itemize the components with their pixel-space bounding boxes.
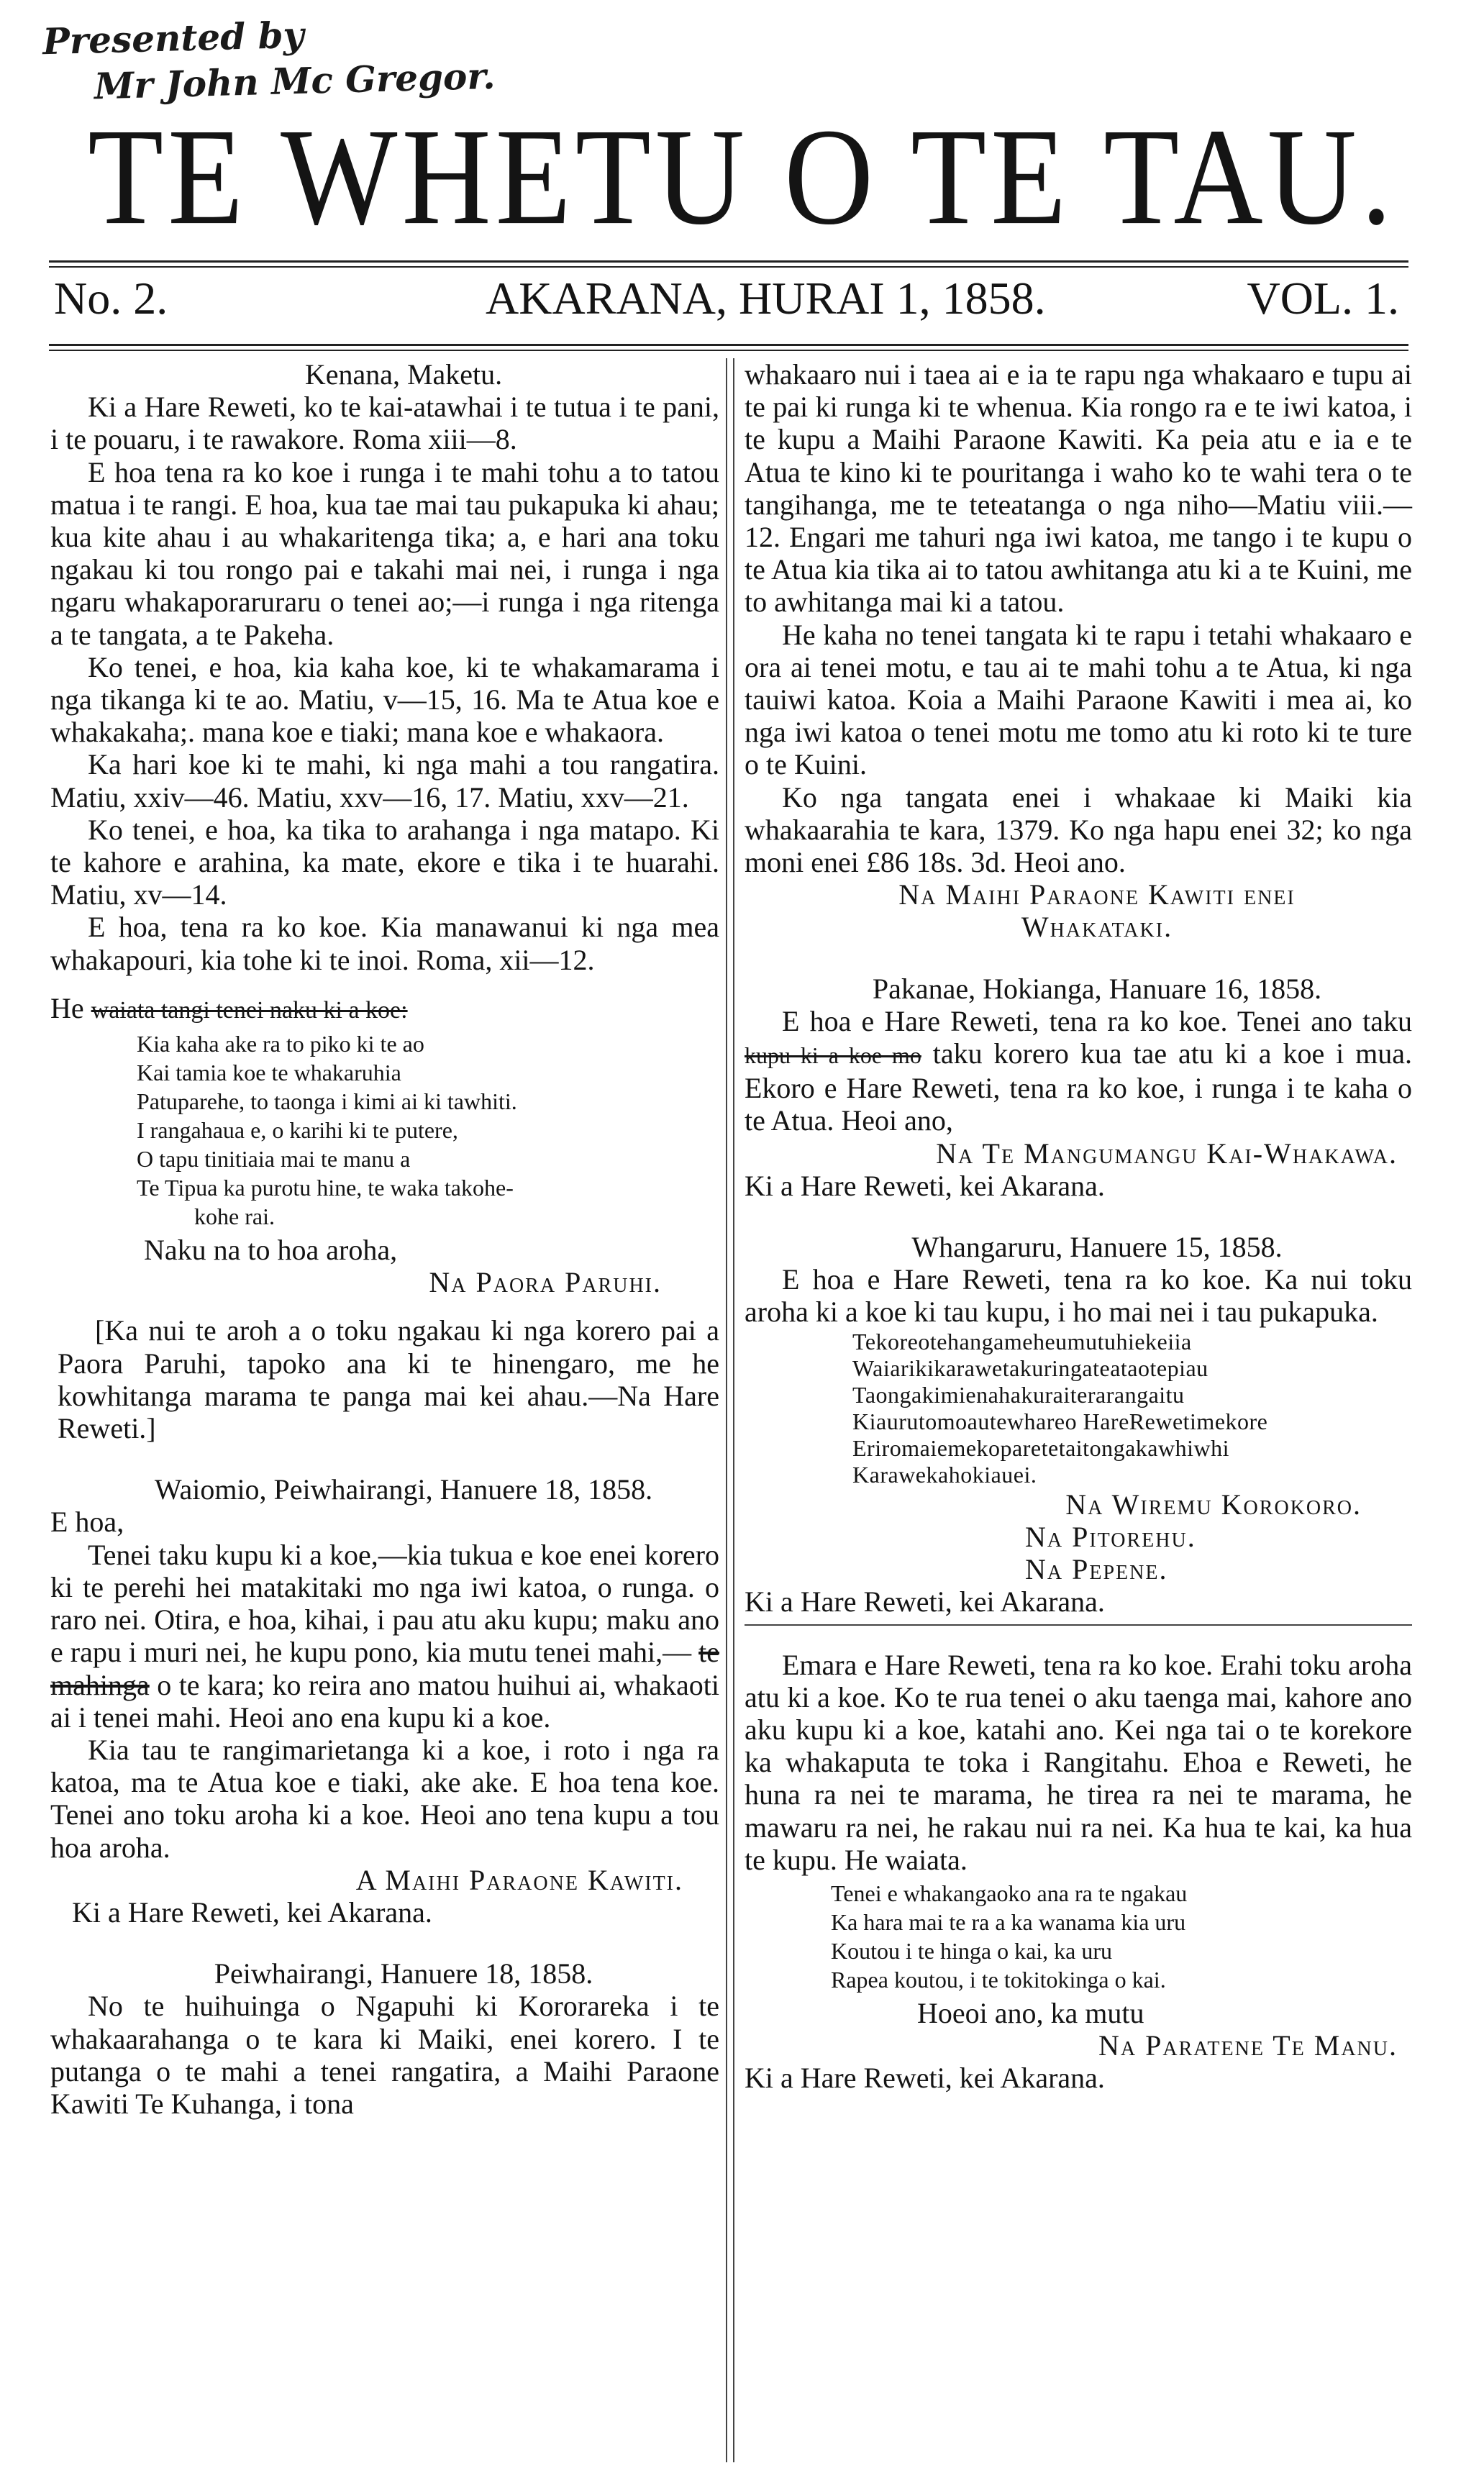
letter-3-signature-2: Whakataki. — [1021, 911, 1173, 944]
letter-5-addressee: Ki a Hare Reweti, kei Akarana. — [745, 1585, 1105, 1619]
handwritten-inscription — [42, 7, 496, 111]
masthead-rule-top-2 — [49, 266, 1408, 268]
letter-6-paragraph-1: Emara e Hare Reweti, tena ra ko koe. Erahi toku aroha atu ki a koe. Ko te rua tenei o aku taenga mai, kahore ano aku kupu ki a koe, katahi ano. Kei nga tai o te korekore ka whakaputa te toka i Rangitahu. Ehoa e Reweti, he huna ra nei te marama, he tirea ra nei te marama, he mawaru ra nei, he rakau nui ra nei. Ka hua te kai, ka hua te kupu. He waiata. — [745, 1648, 1412, 1876]
editor-note: [Ka nui te aroh a o toku ngakau ki nga korero pai a Paora Paruhi, tapoko ana ki te hinengaro, me he kowhitanga marama te panga mai kei ahau.—Na Hare Reweti.] — [58, 1314, 719, 1445]
place-date: AKARANA, HURAI 1, 1858. — [486, 273, 1046, 324]
letter-1-signature: Na Paora Paruhi. — [429, 1266, 662, 1299]
letter-1-paragraph-2: Ko tenei, e hoa, kia kaha koe, ki te whakamarama i nga tikanga ki te ao. Matiu, v—15, 16. Ma te Atua koe e whakakaha;. mana koe e tiaki; mana koe e whakaora. — [50, 650, 719, 749]
letter-4-signature: Na Te Mangumangu Kai-Whakawa. — [936, 1137, 1398, 1170]
letter-2-greeting: E hoa, — [50, 1506, 124, 1539]
poem-1-line: Patuparehe, to taonga i kimi ai ki tawhiti. — [137, 1088, 517, 1115]
letter-6-closing: Hoeoi ano, ka mutu — [917, 1996, 1144, 2029]
letter-2-paragraph-1-b: o te kara; ko reira ano matou huihui ai, whakaoti ai i tenei mahi. Heoi ano ena kupu ki a koe. — [50, 1668, 719, 1734]
letter-2-heading: Waiomio, Peiwhairangi, Hanuere 18, 1858. — [154, 1473, 653, 1506]
waiata-intro-line — [50, 992, 719, 1026]
acrostic-verse — [852, 1329, 1412, 1488]
masthead-title: TE WHETU O TE TAU. — [88, 100, 1396, 254]
poem-2-line: Rapea koutou, i te tokitokinga o kai. — [831, 1966, 1166, 1993]
letter-3-signature-1: Na Maihi Paraone Kawiti enei — [898, 878, 1296, 911]
masthead-rule-top — [49, 260, 1408, 263]
column-divider-2 — [733, 358, 734, 2462]
acrostic-line: Taongakimienahakuraiterarangaitu — [852, 1381, 1185, 1408]
letter-5-signature-1: Na Wiremu Korokoro. — [1065, 1488, 1362, 1521]
poem-1-line: Kia kaha ake ra to piko ki te ao — [137, 1031, 424, 1057]
poem-2-line: Ka hara mai te ra a ka wanama kia uru — [831, 1908, 1186, 1935]
letter-5-signature-2: Na Pitorehu. — [1025, 1520, 1196, 1553]
letter-4-addressee: Ki a Hare Reweti, kei Akarana. — [745, 1169, 1105, 1202]
right-column — [745, 358, 1412, 2095]
poem-1-line: kohe rai. — [194, 1203, 275, 1230]
dateline-rule-2 — [49, 350, 1408, 351]
letter-2-addressee: Ki a Hare Reweti, kei Akarana. — [72, 1895, 432, 1929]
letter-4-paragraph-1 — [745, 1005, 1412, 1137]
letter-3-heading: Peiwhairangi, Hanuere 18, 1858. — [214, 1957, 593, 1990]
letter-2-paragraph-1-a: Tenei taku kupu ki a koe,—kia tukua e koe enei korero ki te perehi hei matakitaki mo nga iwi katoa, o runga. o raro nei. Otira, e hoa, kihai, i pau atu aku kupu; maku ano e rapu i muri nei, he kupu pono, kia mutu tenei mahi,— — [50, 1538, 720, 1669]
letter-3-continued: whakaaro nui i taea ai e ia te rapu nga whakaaro e tupu ai te pai ki runga ki te whenua. Kia rongo ra e te iwi katoa, i te kupu a Maihi Paraone Kawiti. Ka peia atu e ia e te Atua te kino ki te pouritanga i waho ko te wahi tera o te tangihanga, me te teteatanga o nga niho—Matiu viii.—12. Engari me tahuri nga iwi katoa, me tango i te kupu o te Atua kia tika ai to tatou awhitanga atu ki a te Kuini, me to awhitanga mai ki a tatou. — [745, 358, 1412, 619]
dateline-rule — [49, 344, 1408, 346]
acrostic-line: Eriromaiemekoparetetaitongakawhiwhi — [852, 1434, 1229, 1461]
letter-4-struck-text: kupu ki a koe mo — [745, 1042, 921, 1069]
poem-2-line: Tenei e whakangaoko ana ra te ngakau — [831, 1880, 1188, 1906]
letter-1-closing: Naku na to hoa aroha, — [144, 1234, 398, 1267]
letter-2-struck-text: te mahinga — [50, 1636, 720, 1701]
letter-3-paragraph-2: He kaha no tenei tangata ki te rapu i tetahi whakaaro e ora ai tenei motu, e tau ai te mahi tohu a te Atua, ki nga tauiwi katoa. Koia a Maihi Paraone Kawiti i mea ai, ko nga iwi katoa o tenei motu me tomo atu ki roto ki te ture o te Kuini. — [745, 618, 1412, 781]
poem-1-line: O tapu tinitiaia mai te manu a — [137, 1146, 411, 1173]
letter-2-paragraph-2: Kia tau te rangimarietanga ki a koe, i roto i nga ra katoa, ma te Atua koe e tiaki, ake ake. E hoa tena koe. Tenei ano toku aroha ki a koe. Heoi ano tena kupu a tou hoa aroha. — [50, 1733, 719, 1864]
letter-3-paragraph-3: Ko nga tangata enei i whakaae ki Maiki kia whakaarahia te kara, 1379. Ko nga hapu enei 32; ko nga moni enei £86 18s. 3d. Heoi ano. — [745, 780, 1412, 879]
left-column — [50, 358, 719, 2120]
acrostic-line: Waiarikikarawetakuringateataotepiau — [852, 1355, 1208, 1381]
waiata-intro-struck: waiata tangi tenei naku ki a koe: — [91, 996, 408, 1024]
letter-4-paragraph-1-a: E hoa e Hare Reweti, tena ra ko koe. Tenei ano taku — [782, 1004, 1412, 1037]
letter-1-paragraph-1: E hoa tena ra ko koe i runga i te mahi tohu a to tatou matua i te rangi. E hoa, kua tae mai tau pukapuka ki ahau; kua kite ahau i au whakaritenga tika; a, e hari ana toku ngakau ki tou rongo pai e takahi mai nei, i runga i nga ngaru whakaporaruraru o tenei ao;—i runga i nga ritenga a te tangata, a te Pakeha. — [50, 455, 719, 651]
poem-1-line: Te Tipua ka purotu hine, te waka takohe- — [137, 1175, 514, 1201]
letter-1-heading: Kenana, Maketu. — [304, 358, 503, 391]
volume-number: VOL. 1. — [1247, 273, 1399, 324]
letter-2-signature: A Maihi Paraone Kawiti. — [355, 1863, 683, 1896]
issue-number: No. 2. — [54, 273, 168, 324]
acrostic-line: Karawekahokiauei. — [852, 1461, 1037, 1488]
letter-4-heading: Pakanae, Hokianga, Hanuare 16, 1858. — [872, 972, 1322, 1005]
letter-1-paragraph-3: Ka hari koe ki te mahi, ki nga mahi a tou rangatira. Matiu, xxiv—46. Matiu, xxv—16, 17. Matiu, xxv—21. — [50, 748, 719, 814]
letter-1-paragraph-4: Ko tenei, e hoa, ka tika to arahanga i nga matapo. Ki te kahore e arahina, ka mate, ekore e tika i te huarahi. Matiu, xv—14. — [50, 813, 719, 911]
poem-1-line: I rangahaua e, o karihi ki te putere, — [137, 1117, 458, 1144]
poem-2-line: Koutou i te hinga o kai, ka uru — [831, 1937, 1113, 1964]
dateline — [54, 272, 1399, 329]
letter-1-address: Ki a Hare Reweti, ko te kai-atawhai i te tutua i te pani, i te pouaru, i te rawakore. Roma xiii—8. — [50, 391, 719, 456]
acrostic-line: Tekoreotehangameheumutuhiekeiia — [852, 1328, 1192, 1355]
inscription-line-2: Mr John Mc Gregor. — [94, 54, 496, 108]
letter-4-paragraph-1-b: taku korero kua tae atu ki a koe i mua. Ekoro e Hare Reweti, tena ra ko koe, i runga i te kaha o te Atua. Heoi ano, — [745, 1037, 1413, 1137]
poem-2 — [831, 1879, 1412, 1994]
inscription-line-1: Presented by — [42, 13, 305, 63]
letter-5-signature-3: Na Pepene. — [1025, 1553, 1168, 1586]
poem-1-line: Kai tamia koe te whakaruhia — [137, 1060, 401, 1086]
acrostic-line: Kiaurutomoautewhareo HareRewetimekore — [852, 1408, 1268, 1434]
letter-2-paragraph-1 — [50, 1539, 719, 1734]
section-rule — [745, 1624, 1412, 1626]
column-divider — [726, 358, 727, 2462]
letter-3-paragraph-1: No te huihuinga o Ngapuhi ki Kororareka i te whakaarahanga o te kara ki Maiki, enei korero. I te putanga o te mahi a tenei rangatira, a Maihi Paraone Kawiti Te Kuhanga, i tona — [50, 1990, 719, 2120]
letter-6-addressee: Ki a Hare Reweti, kei Akarana. — [745, 2062, 1105, 2095]
letter-5-heading: Whangaruru, Hanuere 15, 1858. — [911, 1231, 1283, 1264]
letter-1-paragraph-5: E hoa, tena ra ko koe. Kia manawanui ki nga mea whakapouri, kia tohe ki te inoi. Roma, xii—12. — [50, 911, 719, 976]
letter-5-paragraph-1: E hoa e Hare Reweti, tena ra ko koe. Ka nui toku aroha ki a koe ki tau kupu, i ho mai nei i tau pukapuka. — [745, 1263, 1412, 1329]
poem-1 — [137, 1029, 719, 1231]
letter-6-signature: Na Paratene Te Manu. — [1098, 2029, 1398, 2062]
waiata-intro: He — [50, 991, 84, 1024]
